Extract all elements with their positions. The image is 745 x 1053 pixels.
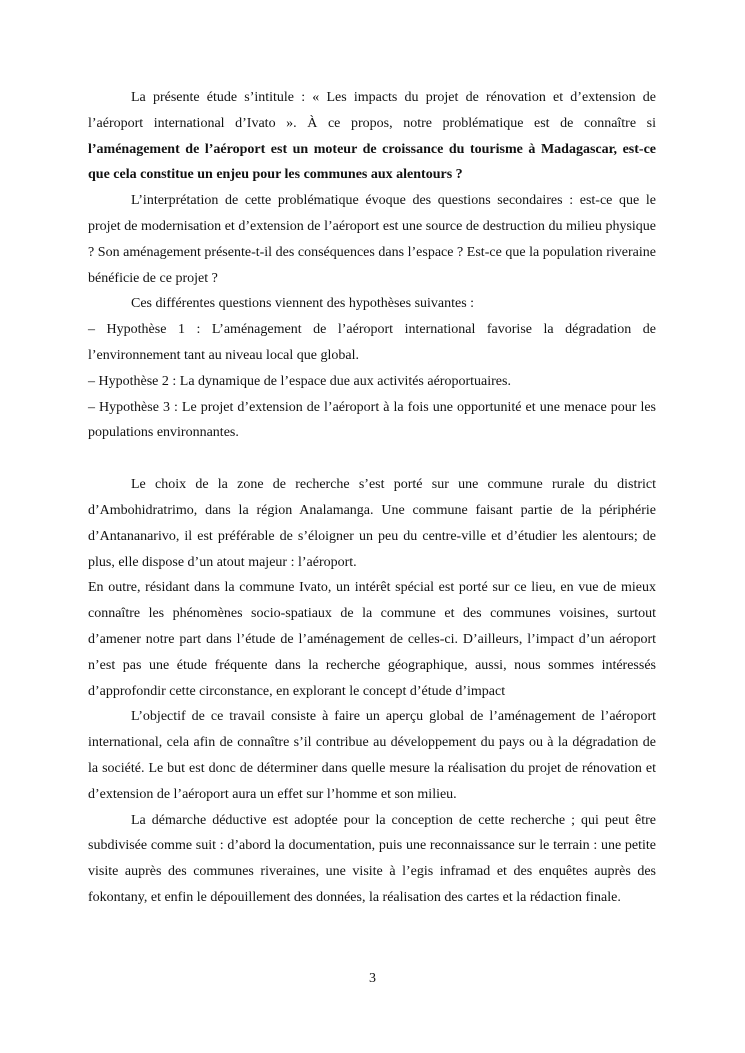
- problem-statement: l’aménagement de l’aéroport est un moteur de croissance du tourisme à Madagascar, est-ce que cela constitue un enjeu pour les communes aux alentours ?: [88, 141, 656, 183]
- page-number: 3: [369, 971, 376, 986]
- hypotheses-intro: Ces différentes questions viennent des hypothèses suivantes :: [131, 296, 475, 312]
- resident-paragraph: En outre, résidant dans la commune Ivato, un intérêt spécial est porté sur ce lieu, en vue de mieux connaître les phénomènes socio-spatiaux de la commune et des communes voisines, surtout d’amener notre part dans l’étude de l’aménagement de celles-ci. D’ailleurs, l’impact d’un aéroport n’est pas une étude fréquente dans la recherche géographique, aussi, nous sommes intéressés d’approfondir cette circonstance, en explorant le concept d’étude d’impact: [88, 580, 656, 699]
- hypothesis-2: – Hypothèse 2 : La dynamique de l’espace due aux activités aéroportuaires.: [88, 373, 511, 389]
- method-paragraph: La démarche déductive est adoptée pour la conception de cette recherche ; qui peut être subdivisée comme suit : d’abord la documentation, puis une reconnaissance sur le terrain : une petite visite auprès des communes riveraines, une visite à l’egis inframad et des enquêtes auprès des fokontany, et enfin le dépouillement des données, la réalisation des cartes et la rédaction finale.: [88, 812, 656, 905]
- hypothesis-3: – Hypothèse 3 : Le projet d’extension de l’aéroport à la fois une opportunité et une menace pour les populations environnantes.: [88, 399, 656, 441]
- document-body: [88, 85, 656, 911]
- intro-paragraph: [88, 85, 656, 188]
- hypothesis-1: – Hypothèse 1 : L’aménagement de l’aéroport international favorise la dégradation de l’environnement tant au niveau local que global.: [88, 322, 656, 363]
- paragraph-gap: [88, 446, 656, 472]
- zone-choice-paragraph: Le choix de la zone de recherche s’est porté sur une commune rurale du district d’Ambohidratrimo, dans la région Analamanga. Une commune faisant partie de la périphérie d’Antananarivo, il est préférable de s’éloigner un peu du centre-ville et d’étudier les alentours; de plus, elle dispose d’un atout majeur : l’aéroport.: [88, 477, 656, 570]
- intro-text: La présente étude s’intitule : « Les impacts du projet de rénovation et d’extension de l’aéroport international d’Ivato ». À ce propos, notre problématique est de connaître si: [88, 90, 656, 131]
- interpretation-paragraph: L’interprétation de cette problématique évoque des questions secondaires : est-ce que le projet de modernisation et d’extension de l’aéroport est une source de destruction du milieu physique ? Son aménagement présente-t-il des conséquences dans l’espace ? Est-ce que la population riveraine bénéficie de ce projet ?: [88, 193, 656, 286]
- objective-paragraph: L’objectif de ce travail consiste à faire un aperçu global de l’aménagement de l’aéroport international, cela afin de connaître s’il contribue au développement du pays ou à la dégradation de la société. Le but est donc de déterminer dans quelle mesure la réalisation du projet de rénovation et d’extension de l’aéroport aura un effet sur l’homme et son milieu.: [88, 709, 656, 802]
